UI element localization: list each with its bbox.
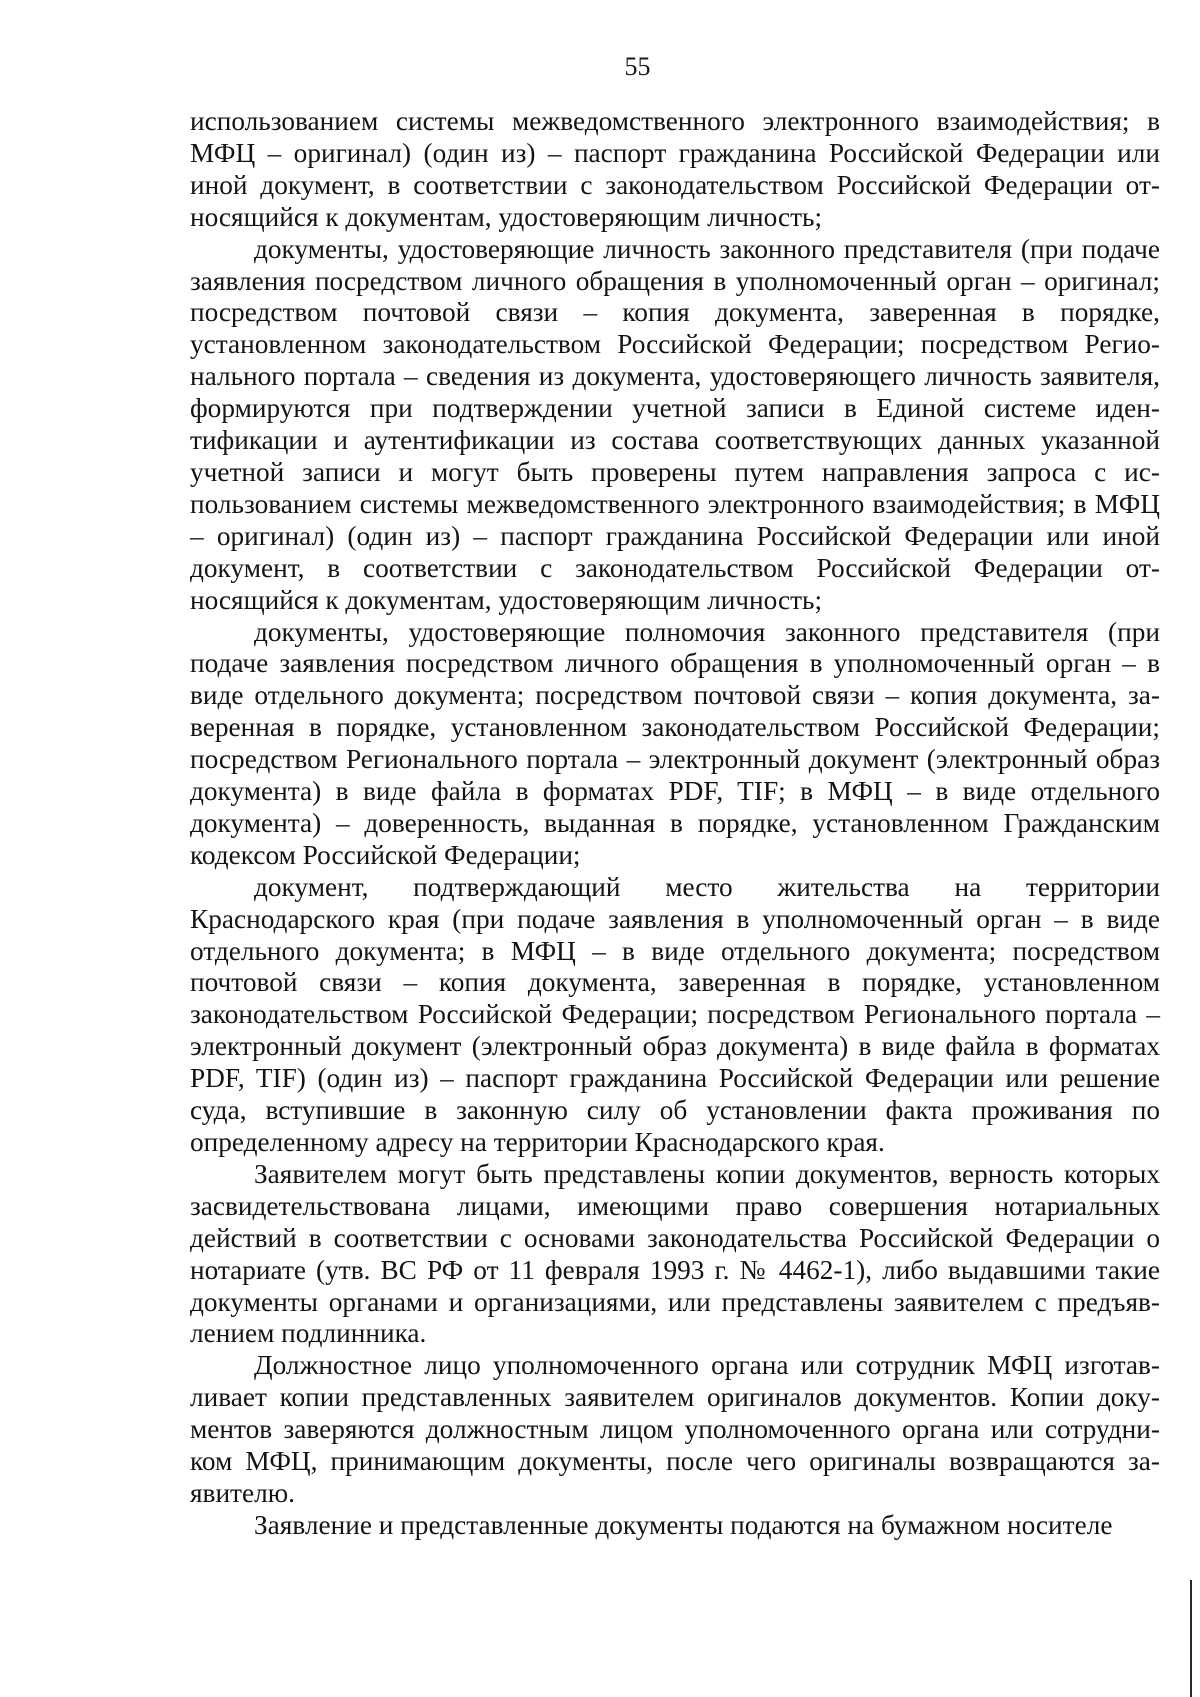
- paragraph-representative-identity: документы, удостоверяющие личность законного представителя (при подаче заявления посредством личного обращения в уполномоченный орган – оригинал; посредством почтовой связи – копия документа, заверенная в порядке, установленном законодательством Российской Федерации; посредством Регионального портала – сведения из документа, удостоверяющего личность заявителя, формируются при подтверждении учетной записи в Единой системе идентификации и аутентификации из состава соответствующих данных указанной учетной записи и могут быть проверены путем направления запроса с использованием системы межведомственного электронного взаимодействия; в МФЦ – оригинал) (один из) – паспорт гражданина Российской Федерации или иной документ, в соответствии с законодательством Российской Федерации относящийся к документам, удостоверяющим личность;: [190, 233, 1160, 615]
- document-body: [190, 106, 1160, 1542]
- paragraph-paper-submission: Заявление и представленные документы подаются на бумажном носителе: [254, 1509, 1113, 1540]
- paragraph-copy-making: Должностное лицо уполномоченного органа или сотрудник МФЦ изготавливает копии представленных заявителем оригиналов документов. Копии документов заверяются должностным лицом уполномоченного органа или сотрудником МФЦ, принимающим документы, после чего оригиналы возвращаются заявителю.: [190, 1350, 1160, 1508]
- paragraph-residence-proof: документ, подтверждающий место жительства на территории Краснодарского края (при подаче заявления в уполномоченный орган – в виде отдельного документа; в МФЦ – в виде отдельного документа; посредством почтовой связи – копия документа, заверенная в порядке, установленном законодательством Российской Федерации; посредством Регионального портала – электронный документ (электронный образ документа) в виде файла в форматах PDF, TIF) (один из) – паспорт гражданина Российской Федерации или решение суда, вступившие в законную силу об установлении факта проживания по определенному адресу на территории Краснодарского края.: [190, 871, 1160, 1157]
- scan-edge-mark: [1190, 1580, 1192, 1697]
- paragraph-certified-copies: Заявителем могут быть представлены копии документов, верность которых засвидетельствована лицами, имеющими право совершения нотариальных действий в соответствии с основами законодательства Российской Федерации о нотариате (утв. ВС РФ от 11 февраля 1993 г. № 4462-1), либо выдавшими такие документы органами и организациями, или представлены заявителем с предъявлением подлинника.: [190, 1158, 1160, 1349]
- paragraph-continuation: использованием системы межведомственного электронного взаимодействия; в МФЦ – оригинал) (один из) – паспорт гражданина Российской Федерации или иной документ, в соответствии с законодательством Российской Федерации относящийся к документам, удостоверяющим личность;: [190, 106, 1160, 232]
- page-number: 55: [624, 52, 651, 81]
- paragraph-representative-authority: документы, удостоверяющие полномочия законного представителя (при подаче заявления посредством личного обращения в уполномоченный орган – в виде отдельного документа; посредством почтовой связи – копия документа, заверенная в порядке, установленном законодательством Российской Федерации; посредством Регионального портала – электронный документ (электронный образ документа) в виде файла в форматах PDF, TIF; в МФЦ – в виде отдельного документа) – доверенность, выданная в порядке, установленном Гражданским кодексом Российской Федерации;: [190, 616, 1160, 870]
